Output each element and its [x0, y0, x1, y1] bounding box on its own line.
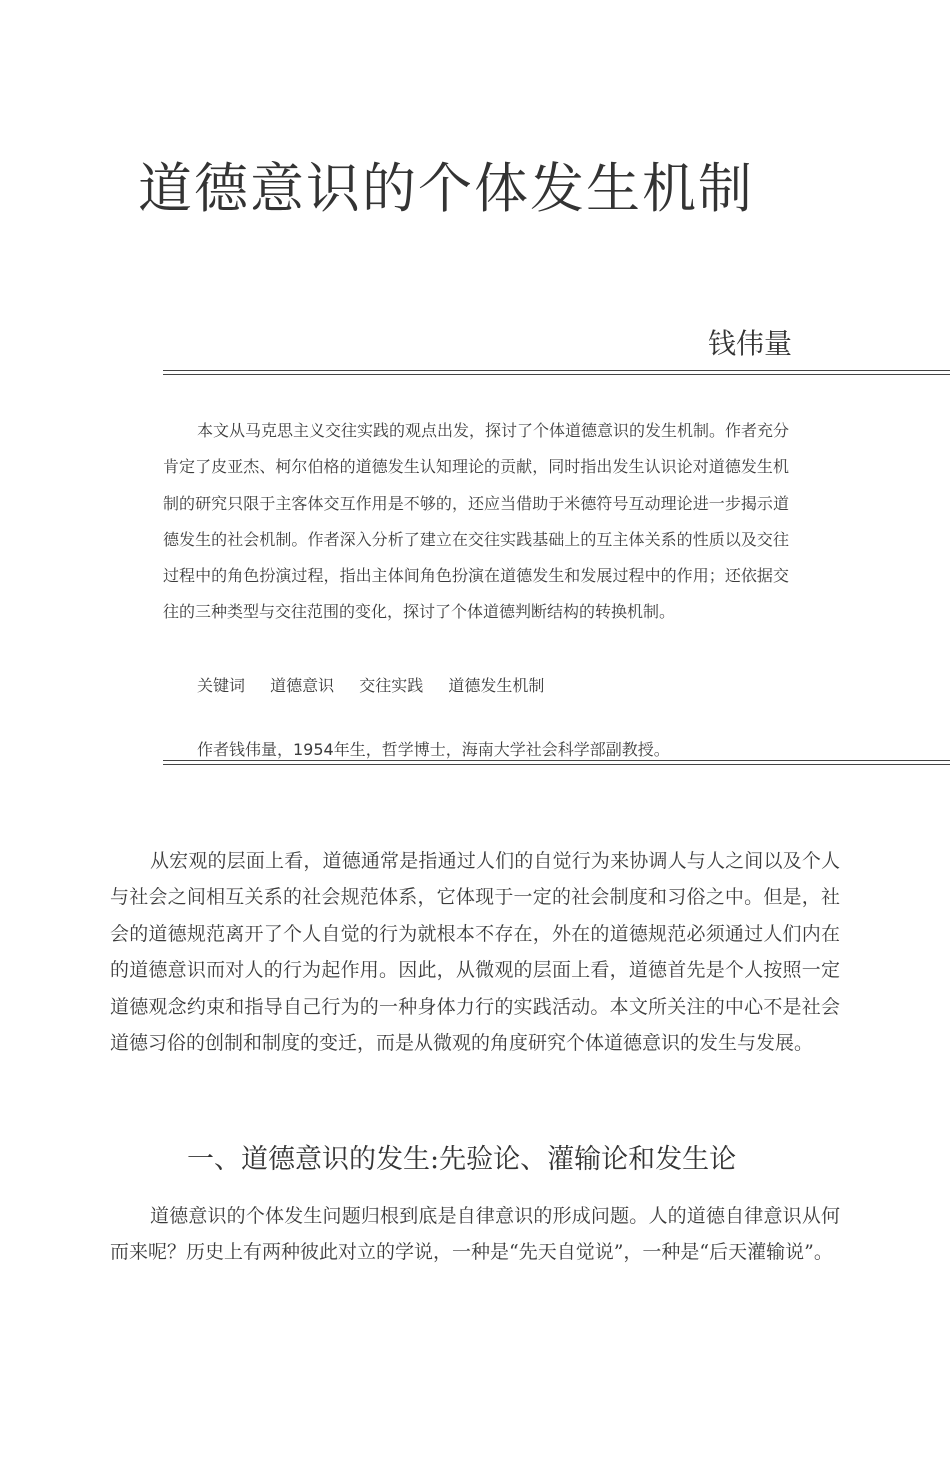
keyword: 道德发生机制 [448, 676, 545, 695]
keyword: 道德意识 [270, 676, 335, 695]
keywords-label: 关键词 [197, 676, 246, 695]
keyword: 交往实践 [359, 676, 424, 695]
abstract-top-rule [163, 370, 950, 375]
abstract-text: 本文从马克思主义交往实践的观点出发，探讨了个体道德意识的发生机制。作者充分肯定了皮亚杰、柯尔伯格的道德发生认知理论的贡献，同时指出发生认识论对道德发生机制的研究只限于主客体交互作用是不够的，还应当借助于米德符号互动理论进一步揭示道德发生的社会机制。作者深入分析了建立在交往实践基础上的互主体关系的性质以及交往过程中的角色扮演过程，指出主体间角色扮演在道德发生和发展过程中的作用；还依据交往的三种类型与交往范围的变化，探讨了个体道德判断结构的转换机制。 [163, 421, 790, 622]
keywords-line [197, 668, 564, 704]
section-heading: 一、道德意识的发生:先验论、灌输论和发生论 [187, 1144, 737, 1175]
author-name: 钱伟量 [707, 327, 792, 360]
author-note: 作者钱伟量，1954年生，哲学博士，海南大学社会科学部副教授。 [197, 740, 670, 759]
article-title: 道德意识的个体发生机制 [138, 157, 754, 220]
abstract-bottom-rule [163, 760, 950, 765]
section-paragraph: 道德意识的个体发生问题归根到底是自律意识的形成问题。人的道德自律意识从何而来呢？历史上有两种彼此对立的学说，一种是“先天自觉说”，一种是“后天灌输说”。 [110, 1205, 840, 1264]
intro-paragraph: 从宏观的层面上看，道德通常是指通过人们的自觉行为来协调人与人之间以及个人与社会之间相互关系的社会规范体系，它体现于一定的社会制度和习俗之中。但是，社会的道德规范离开了个人自觉的行为就根本不存在，外在的道德规范必须通过人们内在的道德意识而对人的行为起作用。因此，从微观的层面上看，道德首先是个人按照一定道德观念约束和指导自己行为的一种身体力行的实践活动。本文所关注的中心不是社会道德习俗的创制和制度的变迁，而是从微观的角度研究个体道德意识的发生与发展。 [110, 850, 840, 1055]
